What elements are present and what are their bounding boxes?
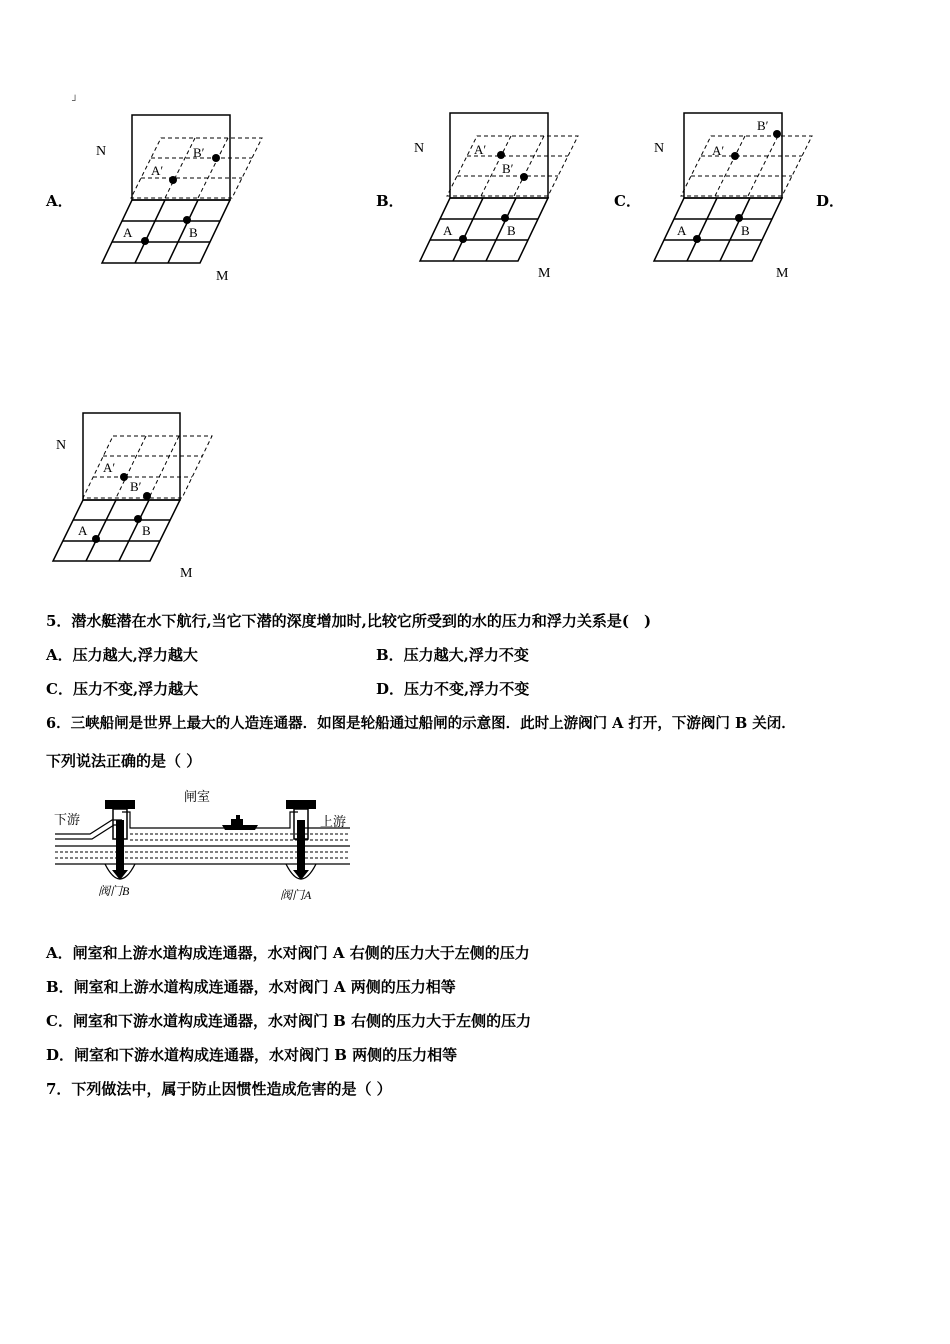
q6-option-b[interactable]: B．闸室和上游水道构成连通器，水对阀门 A 两侧的压力相等 [46, 978, 456, 996]
q6-option-c[interactable]: C．闸室和下游水道构成连通器，水对阀门 B 右侧的压力大于左侧的压力 [46, 1012, 532, 1030]
label-b: B [189, 225, 198, 240]
label-a: A [677, 223, 687, 238]
q5-option-c[interactable]: C．压力不变,浮力越大 [46, 680, 199, 698]
label-a: A [443, 223, 453, 238]
label-n: N [96, 144, 107, 159]
option-b-label: B． [376, 192, 404, 210]
label-a-image: A′ [151, 163, 164, 178]
mirror-diagram-c [644, 108, 824, 283]
q5-option-a[interactable]: A．压力越大,浮力越大 [46, 646, 198, 664]
label-valve-a: 阀门A [280, 888, 312, 902]
option-d-label: D． [816, 192, 845, 210]
corner-mark: ┘ [72, 96, 79, 107]
q6-stem-line1: 6．三峡船闸是世界上最大的人造连通器．如图是轮船通过船闸的示意图．此时上游阀门 A 打开，下游阀门 B 关闭． [46, 715, 796, 732]
label-b-image: B′ [502, 161, 514, 176]
label-a: A [123, 225, 133, 240]
label-a-image: A′ [474, 142, 487, 157]
mirror-diagram-a [90, 110, 270, 285]
label-n: N [414, 141, 425, 156]
q6-option-d[interactable]: D．闸室和下游水道构成连通器，水对阀门 B 两侧的压力相等 [46, 1046, 458, 1064]
option-c-label: C． [614, 192, 641, 210]
label-a: A [78, 523, 88, 538]
label-n: N [56, 438, 67, 453]
ship-lock-figure [50, 782, 360, 907]
label-m: M [776, 266, 789, 281]
q6-option-a[interactable]: A．闸室和上游水道构成连通器，水对阀门 A 右侧的压力大于左侧的压力 [46, 944, 530, 962]
label-m: M [538, 266, 551, 281]
label-a-image: A′ [103, 460, 116, 475]
label-upstream: 上游 [320, 814, 347, 829]
label-b-image: B′ [193, 145, 205, 160]
label-downstream: 下游 [54, 812, 81, 827]
q5-option-b[interactable]: B．压力越大,浮力不变 [376, 646, 529, 664]
label-a-image: A′ [712, 143, 725, 158]
mirror-diagram-b [410, 108, 590, 283]
label-b: B [142, 523, 151, 538]
q6-stem-line2: 下列说法正确的是（ ） [46, 752, 202, 770]
option-a-label: A． [46, 192, 73, 210]
label-b: B [507, 223, 516, 238]
label-b-image: B′ [130, 479, 142, 494]
label-m: M [216, 269, 229, 284]
label-chamber: 闸室 [184, 789, 211, 804]
q7-stem: 7．下列做法中，属于防止因惯性造成危害的是（ ） [46, 1080, 392, 1098]
label-n: N [654, 141, 665, 156]
q5-stem: 5．潜水艇潜在水下航行,当它下潜的深度增加时,比较它所受到的水的压力和浮力关系是( ) [46, 612, 652, 630]
mirror-diagram-d [50, 408, 230, 583]
label-valve-b: 阀门B [98, 884, 130, 898]
q5-option-d[interactable]: D．压力不变,浮力不变 [376, 680, 530, 698]
label-m: M [180, 566, 193, 581]
label-b: B [741, 223, 750, 238]
label-b-image: B′ [757, 118, 769, 133]
